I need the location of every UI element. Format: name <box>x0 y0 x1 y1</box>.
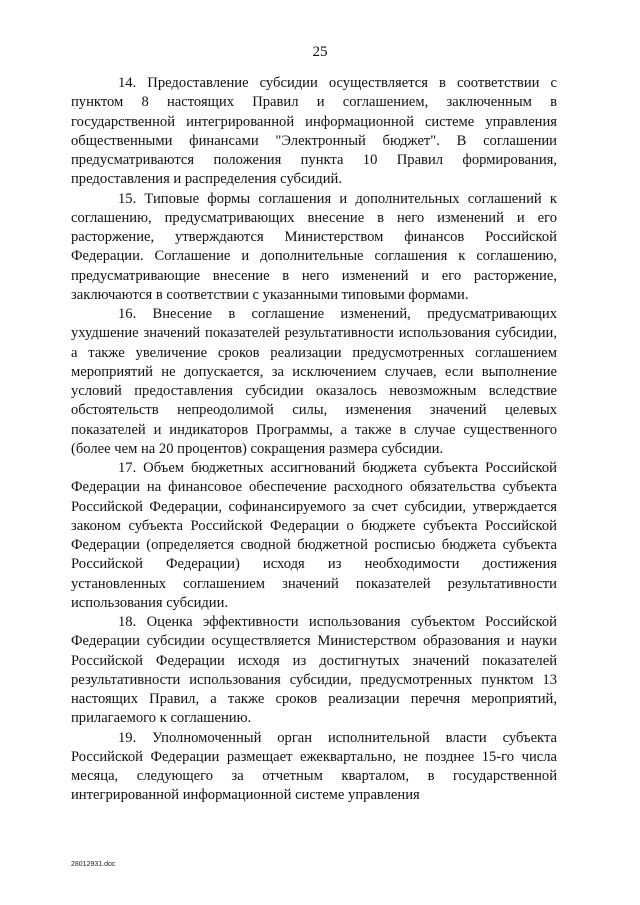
paragraph-15: 15. Типовые формы соглашения и дополнительных соглашений к соглашению, предусматривающих внесение в него изменений и его расторжение, утверждаются Министерством финансов Российской Федерации. Соглашение и дополнительные соглашения к соглашению, предусматривающие внесение в него изменений и его расторжение, заключаются в соответствии с указанными типовыми формами. <box>71 190 557 303</box>
paragraph-18: 18. Оценка эффективности использования субъектом Российской Федерации субсидии осуществляется Министерством образования и науки Российской Федерации исходя из достигнутых значений показателей результативности использования субсидии, предусмотренных пунктом 13 настоящих Правил, а также сроков реализации перечня мероприятий, прилагаемого к соглашению. <box>71 614 557 727</box>
paragraph-19: 19. Уполномоченный орган исполнительной власти субъекта Российской Федерации размещает ежеквартально, не позднее 15-го числа месяца, следующего за отчетным кварталом, в государственной интегрированной информационной системе управления <box>71 729 557 804</box>
paragraph-14: 14. Предоставление субсидии осуществляется в соответствии с пунктом 8 настоящих Правил и соглашением, заключенным в государственной интегрированной информационной системе управления общественными финансами "Электронный бюджет". В соглашении предусматриваются положения пункта 10 Правил формирования, предоставления и распределения субсидий. <box>71 75 557 188</box>
page-number: 25 <box>312 44 328 60</box>
footer-filename: 28012931.doc <box>71 861 116 868</box>
paragraph-16: 16. Внесение в соглашение изменений, предусматривающих ухудшение значений показателей результативности использования субсидии, а также увеличение сроков реализации предусмотренных соглашением мероприятий не допускается, за исключением случаев, если выполнение условий предоставления субсидии оказалось невозможным вследствие обстоятельств непреодолимой силы, изменения значений целевых показателей и индикаторов Программы, а также в случае существенного (более чем на 20 процентов) сокращения размера субсидии. <box>71 306 557 457</box>
paragraph-17: 17. Объем бюджетных ассигнований бюджета субъекта Российской Федерации на финансовое обеспечение расходного обязательства субъекта Российской Федерации, софинансируемого за счет субсидии, утверждается законом субъекта Российской Федерации о бюджете субъекта Российской Федерации (определяется сводной бюджетной росписью бюджета субъекта Российской Федерации) исходя из необходимости достижения установленных соглашением значений показателей результативности использования субсидии. <box>71 460 557 611</box>
document-body <box>71 74 557 806</box>
